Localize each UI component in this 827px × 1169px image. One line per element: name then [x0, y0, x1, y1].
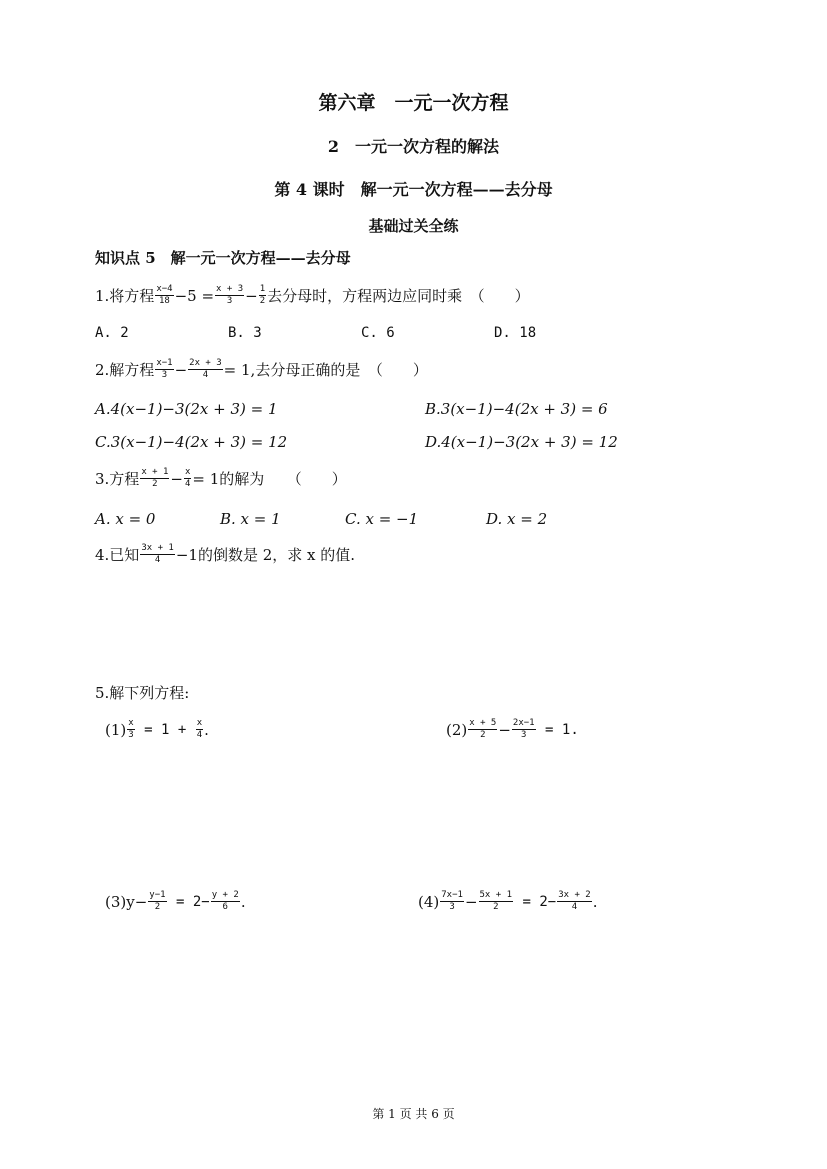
q3-mid: − — [170, 469, 183, 488]
q2-fraction-1: $\frac{x-1}{3}$ — [156, 358, 173, 380]
question-5-stem: 5.解下列方程: — [95, 684, 190, 702]
q3-option-c: C. x = −1 — [345, 510, 419, 528]
q1-suffix: 去分母时，方程两边应同时乘 （ ） — [267, 287, 530, 305]
q1-mid-2: − — [245, 286, 258, 305]
q5-p2-fraction-1: $\frac{x + 5}{2}$ — [469, 718, 497, 740]
page-footer: 第 1 页 共 6 页 — [372, 1107, 455, 1121]
q3-prefix: 3.方程 — [95, 470, 140, 488]
q5-p4-fraction-3: $\frac{3x + 2}{4}$ — [558, 890, 591, 912]
q5-p2-fraction-2: $\frac{2x-1}{3}$ — [512, 718, 535, 740]
knowledge-point-heading: 知识点 5 解一元一次方程——去分母 — [95, 249, 351, 267]
q1-option-d: D. 18 — [494, 325, 537, 341]
q5-p2-mid: − — [498, 720, 511, 739]
q3-option-d: D. x = 2 — [486, 510, 548, 528]
q5-p1-fraction-2: $\frac{x}{4}$ — [196, 718, 203, 740]
q5-p1-end: . — [204, 720, 209, 739]
q5-p2-end: = 1. — [536, 721, 579, 738]
q5-p1-fraction-1: $\frac{x}{3}$ — [128, 718, 134, 740]
question-2 — [95, 358, 428, 381]
section-title: 2 一元一次方程的解法 — [327, 137, 500, 156]
q5-part-2 — [446, 718, 579, 741]
q2-option-b: B.3(x−1)−4(2x + 3) = 6 — [425, 400, 608, 418]
q3-option-a: A. x = 0 — [95, 510, 156, 528]
q5-p3-fraction-2: $\frac{y + 2}{6}$ — [211, 890, 239, 912]
question-4 — [95, 543, 355, 566]
q1-option-b: B. 3 — [228, 325, 262, 341]
q2-suffix: = 1,去分母正确的是 （ ） — [223, 361, 428, 379]
question-1 — [95, 284, 530, 307]
q5-p4-end: . — [592, 892, 598, 911]
q5-p4-fraction-2: $\frac{5x + 1}{2}$ — [479, 890, 513, 912]
q2-prefix: 2.解方程 — [95, 361, 155, 379]
q5-p3-end: . — [240, 892, 246, 911]
q5-p4-fraction-1: $\frac{7x-1}{3}$ — [441, 890, 463, 912]
q2-fraction-2: $\frac{2x + 3}{4}$ — [189, 358, 222, 380]
question-3 — [95, 467, 347, 490]
q5-part-3 — [105, 890, 246, 913]
practice-title: 基础过关全练 — [368, 217, 459, 235]
q1-mid-1: −5 = — [174, 286, 215, 305]
q5-p3-label: (3)y− — [105, 892, 148, 911]
q5-p4-mid-2: = 2− — [514, 893, 557, 910]
q1-fraction-1: $\frac{x-4}{18}$ — [156, 284, 173, 306]
q1-fraction-2: $\frac{x + 3}{3}$ — [216, 284, 244, 306]
q5-p4-label: (4) — [418, 892, 440, 911]
q5-p4-mid: − — [464, 892, 478, 911]
q5-p1-label: (1) — [105, 720, 127, 739]
q5-p3-fraction-1: $\frac{y-1}{2}$ — [149, 890, 166, 912]
q2-option-a: A.4(x−1)−3(2x + 3) = 1 — [95, 400, 278, 418]
chapter-title: 第六章 一元一次方程 — [318, 92, 509, 114]
q3-option-b: B. x = 1 — [220, 510, 281, 528]
q1-prefix: 1.将方程 — [95, 287, 155, 305]
q5-part-4 — [418, 890, 597, 913]
q5-p1-mid: = 1 + — [135, 721, 195, 738]
q1-option-a: A. 2 — [95, 325, 129, 341]
q3-fraction-1: $\frac{x + 1}{2}$ — [141, 467, 169, 489]
q2-option-d: D.4(x−1)−3(2x + 3) = 12 — [425, 433, 618, 451]
q3-fraction-2: $\frac{x}{4}$ — [184, 467, 191, 489]
lesson-title: 第 4 课时 解一元一次方程——去分母 — [274, 180, 553, 199]
q5-p2-label: (2) — [446, 720, 468, 739]
q2-mid: − — [174, 360, 188, 379]
q4-prefix: 4.已知 — [95, 546, 140, 564]
q1-option-c: C. 6 — [361, 325, 395, 341]
q4-fraction-1: $\frac{3x + 1}{4}$ — [141, 543, 174, 565]
q5-part-1 — [105, 718, 209, 741]
q5-p3-mid: = 2− — [167, 893, 210, 910]
q2-option-c: C.3(x−1)−4(2x + 3) = 12 — [95, 433, 288, 451]
q1-fraction-3: $\frac{1}{2}$ — [259, 284, 266, 306]
q3-suffix: = 1的解为 （ ） — [192, 470, 347, 488]
q4-suffix: −1的倒数是 2，求 x 的值. — [175, 546, 356, 564]
